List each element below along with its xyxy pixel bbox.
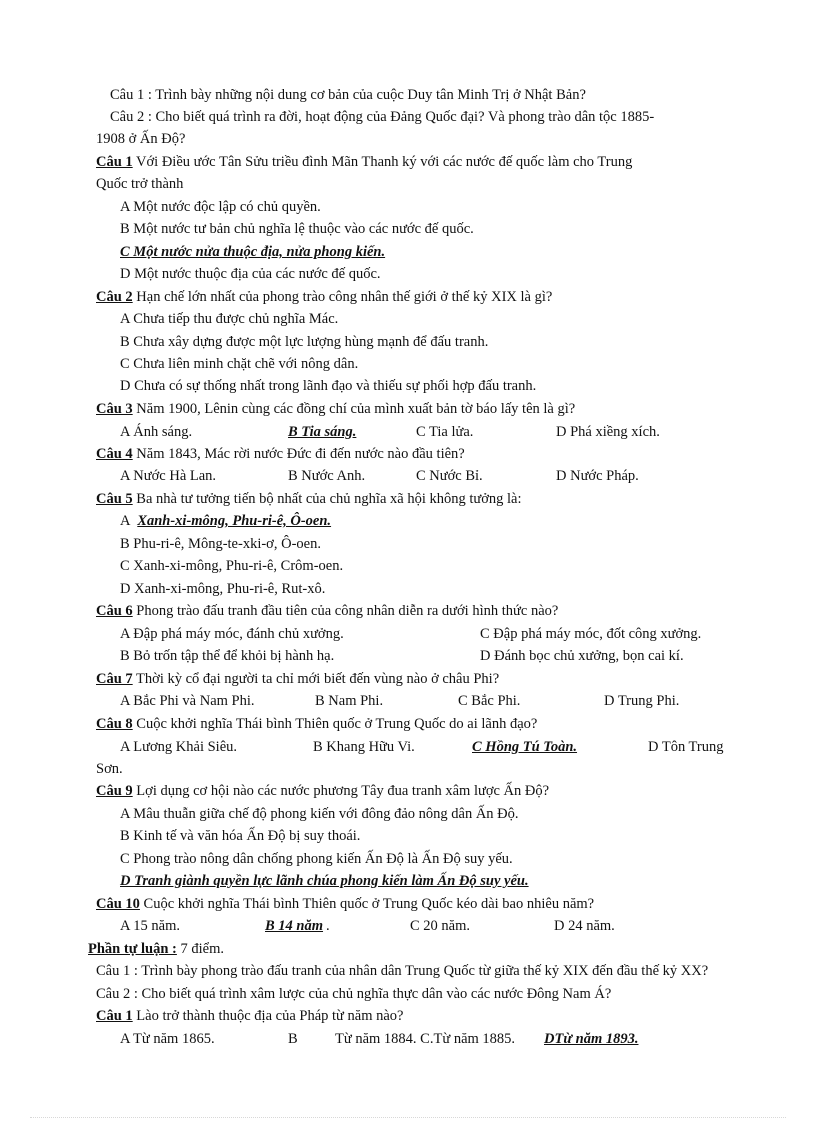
question-text: Ba nhà tư tưởng tiến bộ nhất của chủ nghĩa xã hội không tưởng là: (136, 491, 522, 507)
q10-option-d: D 24 năm. (554, 918, 615, 934)
q11-option-b: B (288, 1031, 298, 1047)
question-label: Câu 5 (96, 491, 133, 507)
q4-option-d: D Nước Pháp. (556, 468, 639, 484)
question-10 (96, 895, 594, 913)
q6-option-d: D Đánh bọc chủ xưởng, bọn cai kí. (480, 648, 684, 664)
q3-option-d: D Phá xiềng xích. (556, 424, 660, 440)
q7-option-c: C Bắc Phi. (458, 693, 521, 709)
q11-option-b-c: Từ năm 1884. C.Từ năm 1885. (335, 1031, 516, 1047)
q1-option-a: A Một nước độc lập có chủ quyền. (120, 199, 321, 215)
question-11 (96, 1007, 403, 1025)
q1-option-b: B Một nước tư bản chủ nghĩa lệ thuộc vào các nước đế quốc. (120, 221, 474, 237)
q1-option-c-correct: C Một nước nửa thuộc địa, nửa phong kiến. (120, 244, 386, 260)
q1-option-d: D Một nước thuộc địa của các nước đế quốc. (120, 266, 381, 282)
essay-points: 7 điểm. (180, 941, 225, 957)
question-label: Câu 4 (96, 446, 133, 462)
q9-option-a: A Mâu thuẫn giữa chế độ phong kiến với đông đảo nông dân Ấn Độ. (120, 806, 519, 822)
question-text: Năm 1843, Mác rời nước Đức đi đến nước nào đầu tiên? (136, 446, 465, 462)
q8-option-c-correct: C Hồng Tú Toàn. (472, 739, 578, 755)
q2-option-c: C Chưa liên minh chặt chẽ với nông dân. (120, 356, 359, 372)
option-text: Xanh-xi-mông, Phu-ri-ê, Ô-oen. (137, 513, 332, 529)
question-5 (96, 490, 522, 508)
q5-option-a-correct (120, 512, 331, 530)
q10-option-a: A 15 năm. (120, 918, 181, 934)
question-3 (96, 400, 575, 418)
question-text: Hạn chế lớn nhất của phong trào công nhân thế giới ở thế kỷ XIX là gì? (136, 289, 553, 305)
q6-option-a: A Đập phá máy móc, đánh chủ xưởng. (120, 626, 344, 642)
q4-option-b: B Nước Anh. (288, 468, 366, 484)
q10-option-b-correct (265, 917, 330, 935)
q7-option-d: D Trung Phi. (604, 693, 680, 709)
question-label: Câu 8 (96, 716, 133, 732)
essay-section-heading (88, 940, 224, 958)
question-label: Câu 1 (96, 1008, 133, 1024)
option-dot: . (326, 918, 330, 934)
question-label: Câu 6 (96, 603, 133, 619)
question-label: Câu 10 (96, 896, 140, 912)
q9-option-c: C Phong trào nông dân chống phong kiến Ấn Độ là Ấn Độ suy yếu. (120, 851, 513, 867)
q6-option-b: B Bỏ trốn tập thể để khỏi bị hành hạ. (120, 648, 335, 664)
q6-option-c: C Đập phá máy móc, đốt công xưởng. (480, 626, 702, 642)
q8-option-d-cont: Sơn. (96, 761, 123, 777)
page-bottom-rule (30, 1117, 786, 1118)
q7-option-a: A Bắc Phi và Nam Phi. (120, 693, 255, 709)
essay-heading: Phần tự luận : (88, 941, 177, 957)
question-text: Lào trở thành thuộc địa của Pháp từ năm nào? (136, 1008, 404, 1024)
q4-option-c: C Nước Bỉ. (416, 468, 483, 484)
q3-option-b-correct: B Tia sáng. (288, 424, 357, 440)
q5-option-b: B Phu-ri-ê, Mông-te-xki-ơ, Ô-oen. (120, 536, 321, 552)
question-label: Câu 3 (96, 401, 133, 417)
question-7 (96, 670, 499, 688)
q2-option-b: B Chưa xây dựng được một lực lượng hùng mạnh để đấu tranh. (120, 334, 489, 350)
q9-option-b: B Kinh tế và văn hóa Ấn Độ bị suy thoái. (120, 828, 361, 844)
question-1-cont: Quốc trở thành (96, 176, 184, 192)
question-6 (96, 602, 558, 620)
question-text: Năm 1900, Lênin cùng các đồng chí của mình xuất bản tờ báo lấy tên là gì? (136, 401, 576, 417)
question-label: Câu 9 (96, 783, 133, 799)
question-label: Câu 2 (96, 289, 133, 305)
q11-option-d-correct: DTừ năm 1893. (544, 1031, 639, 1047)
intro-question-2: Câu 2 : Cho biết quá trình ra đời, hoạt động của Đảng Quốc đại? Và phong trào dân tộc 1885- (110, 109, 655, 125)
question-text: Phong trào đấu tranh đầu tiên của công nhân diễn ra dưới hình thức nào? (136, 603, 559, 619)
question-text: Thời kỳ cổ đại người ta chỉ mới biết đến vùng nào ở châu Phi? (136, 671, 500, 687)
question-text: Cuộc khởi nghĩa Thái bình Thiên quốc ở Trung Quốc do ai lãnh đạo? (136, 716, 538, 732)
question-1 (96, 153, 632, 171)
q9-option-d-correct: D Tranh giành quyền lực lãnh chúa phong kiến làm Ấn Độ suy yếu. (120, 873, 529, 889)
q10-option-c: C 20 năm. (410, 918, 471, 934)
q7-option-b: B Nam Phi. (315, 693, 384, 709)
question-label: Câu 7 (96, 671, 133, 687)
question-4 (96, 445, 465, 463)
q8-option-b: B Khang Hữu Vi. (313, 739, 415, 755)
question-label: Câu 1 (96, 154, 133, 170)
essay-question-1: Câu 1 : Trình bày phong trào đấu tranh của nhân dân Trung Quốc từ giữa thế kỷ XIX đến đầu thế kỷ XX? (96, 963, 709, 979)
q8-option-d: D Tôn Trung (648, 739, 724, 755)
option-text: B 14 năm (265, 918, 324, 934)
q3-option-a: A Ánh sáng. (120, 424, 193, 440)
q8-option-a: A Lương Khải Siêu. (120, 739, 238, 755)
question-9 (96, 782, 549, 800)
option-prefix: A (120, 513, 130, 529)
q4-option-a: A Nước Hà Lan. (120, 468, 217, 484)
q5-option-d: D Xanh-xi-mông, Phu-ri-ê, Rut-xô. (120, 581, 326, 597)
q5-option-c: C Xanh-xi-mông, Phu-ri-ê, Crôm-oen. (120, 558, 344, 574)
q11-option-a: A Từ năm 1865. (120, 1031, 215, 1047)
intro-question-2-cont: 1908 ở Ấn Độ? (96, 131, 186, 147)
question-text: Với Điều ước Tân Sửu triều đình Mãn Thanh ký với các nước đế quốc làm cho Trung (136, 154, 633, 170)
q3-option-c: C Tia lửa. (416, 424, 474, 440)
intro-question-1: Câu 1 : Trình bày những nội dung cơ bản của cuộc Duy tân Minh Trị ở Nhật Bản? (110, 87, 586, 103)
question-text: Cuộc khởi nghĩa Thái bình Thiên quốc ở Trung Quốc kéo dài bao nhiêu năm? (143, 896, 595, 912)
essay-question-2: Câu 2 : Cho biết quá trình xâm lược của chủ nghĩa thực dân vào các nước Đông Nam Á? (96, 986, 612, 1002)
question-2 (96, 288, 552, 306)
question-text: Lợi dụng cơ hội nào các nước phương Tây đua tranh xâm lược Ấn Độ? (136, 783, 550, 799)
q2-option-a: A Chưa tiếp thu được chủ nghĩa Mác. (120, 311, 339, 327)
question-8 (96, 715, 537, 733)
q2-option-d: D Chưa có sự thống nhất trong lãnh đạo và thiếu sự phối hợp đấu tranh. (120, 378, 537, 394)
